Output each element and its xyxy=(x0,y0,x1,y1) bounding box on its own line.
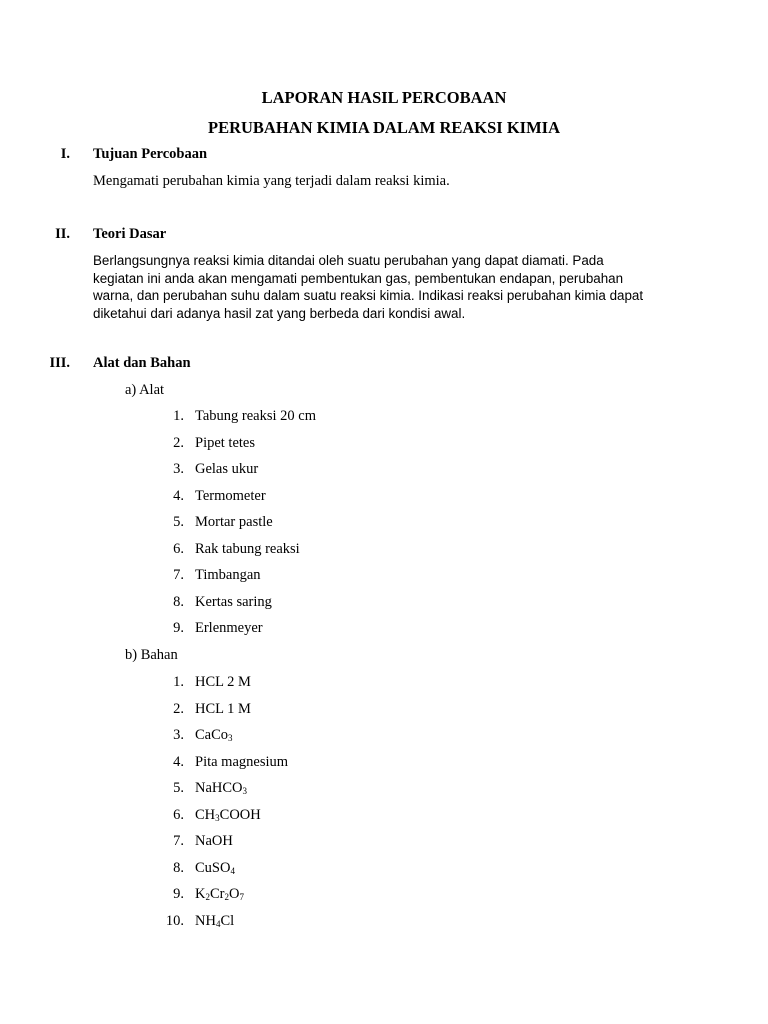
section-2-body xyxy=(93,252,683,322)
section-2-title: Teori Dasar xyxy=(93,226,167,242)
alat-item: Timbangan xyxy=(195,567,261,583)
section-2-line: Berlangsungnya reaksi kimia ditandai oleh suatu perubahan yang dapat diamati. Pada xyxy=(93,253,604,268)
document-subtitle: PERUBAHAN KIMIA DALAM REAKSI KIMIA xyxy=(207,118,561,137)
formula-subscript: 3 xyxy=(228,733,233,743)
section-1-title: Tujuan Percobaan xyxy=(93,146,208,162)
section-3-title: Alat dan Bahan xyxy=(93,355,191,371)
alat-item: Tabung reaksi 20 cm xyxy=(195,408,316,424)
alat-item-number: 1. xyxy=(173,408,184,424)
formula-text: CuSO xyxy=(195,859,231,876)
formula-subscript: 3 xyxy=(242,786,248,796)
bahan-item xyxy=(195,701,251,718)
alat-label: a) Alat xyxy=(125,382,165,398)
alat-item-number: 4. xyxy=(173,487,184,504)
alat-item-number: 2. xyxy=(173,434,184,451)
bahan-item xyxy=(195,674,251,691)
section-3-number: III. xyxy=(49,355,70,371)
formula-text: Pita magnesium xyxy=(195,753,289,770)
alat-item: Rak tabung reaksi xyxy=(195,540,300,557)
bahan-item xyxy=(195,913,234,930)
bahan-item xyxy=(195,886,244,903)
bahan-item-number: 6. xyxy=(173,806,184,823)
bahan-item-number: 1. xyxy=(173,674,184,690)
bahan-item xyxy=(195,860,235,877)
alat-item: Termometer xyxy=(195,487,266,504)
bahan-item-number: 4. xyxy=(173,753,184,770)
alat-item-number: 7. xyxy=(173,567,184,583)
formula-text: CaCo xyxy=(195,727,229,743)
alat-item-number: 6. xyxy=(173,540,184,557)
section-1-body: Mengamati perubahan kimia yang terjadi dalam reaksi kimia. xyxy=(93,173,450,189)
section-2-line: kegiatan ini anda akan mengamati pembentukan gas, pembentukan endapan, perubahan xyxy=(93,270,624,286)
formula-subscript: 3 xyxy=(215,812,220,823)
bahan-item xyxy=(195,807,261,824)
formula-text: COOH xyxy=(219,806,261,823)
bahan-item xyxy=(195,754,288,771)
formula-text: CH xyxy=(195,806,216,823)
bahan-item xyxy=(195,727,233,744)
alat-item-number: 5. xyxy=(173,514,184,530)
section-2-number: II. xyxy=(55,226,70,242)
bahan-item xyxy=(195,833,233,850)
bahan-item-number: 9. xyxy=(173,886,184,902)
bahan-item-number: 10. xyxy=(165,912,184,929)
formula-subscript: 2 xyxy=(224,892,229,902)
alat-item: Pipet tetes xyxy=(195,434,256,451)
formula-subscript: 4 xyxy=(230,865,235,876)
formula-text: NaHCO xyxy=(195,780,243,796)
bahan-item-number: 7. xyxy=(173,833,184,849)
alat-item-number: 8. xyxy=(173,593,184,610)
alat-item-number: 3. xyxy=(173,461,184,477)
formula-text: NaOH xyxy=(195,833,233,849)
formula-subscript: 4 xyxy=(215,918,221,929)
bahan-item-number: 3. xyxy=(173,727,184,743)
formula-text: HCL 1 M xyxy=(195,700,251,717)
document-title: LAPORAN HASIL PERCOBAAN xyxy=(261,88,507,107)
alat-item: Erlenmeyer xyxy=(195,620,263,636)
formula-text: Cl xyxy=(220,912,235,929)
formula-subscript: 7 xyxy=(239,892,244,902)
formula-text: HCL 2 M xyxy=(195,674,251,690)
section-1-number: I. xyxy=(60,146,70,162)
bahan-item-number: 5. xyxy=(173,780,184,796)
bahan-item xyxy=(195,780,247,797)
alat-item-number: 9. xyxy=(173,620,184,636)
section-2-line: warna, dan perubahan suhu dalam suatu reaksi kimia. Indikasi reaksi perubahan kimia dapat xyxy=(93,288,644,303)
formula-text: Cr xyxy=(209,886,225,902)
bahan-item-number: 2. xyxy=(173,700,184,717)
bahan-item-number: 8. xyxy=(173,859,184,876)
alat-item: Gelas ukur xyxy=(195,461,259,477)
alat-item: Mortar pastle xyxy=(195,514,273,530)
section-2-line: diketahui dari adanya hasil zat yang berbeda dari kondisi awal. xyxy=(93,305,466,321)
formula-text: K xyxy=(195,886,206,902)
alat-item: Kertas saring xyxy=(195,593,272,610)
formula-text: O xyxy=(228,886,240,902)
formula-text: NH xyxy=(195,912,216,929)
formula-subscript: 2 xyxy=(205,892,210,902)
bahan-label: b) Bahan xyxy=(125,647,178,663)
